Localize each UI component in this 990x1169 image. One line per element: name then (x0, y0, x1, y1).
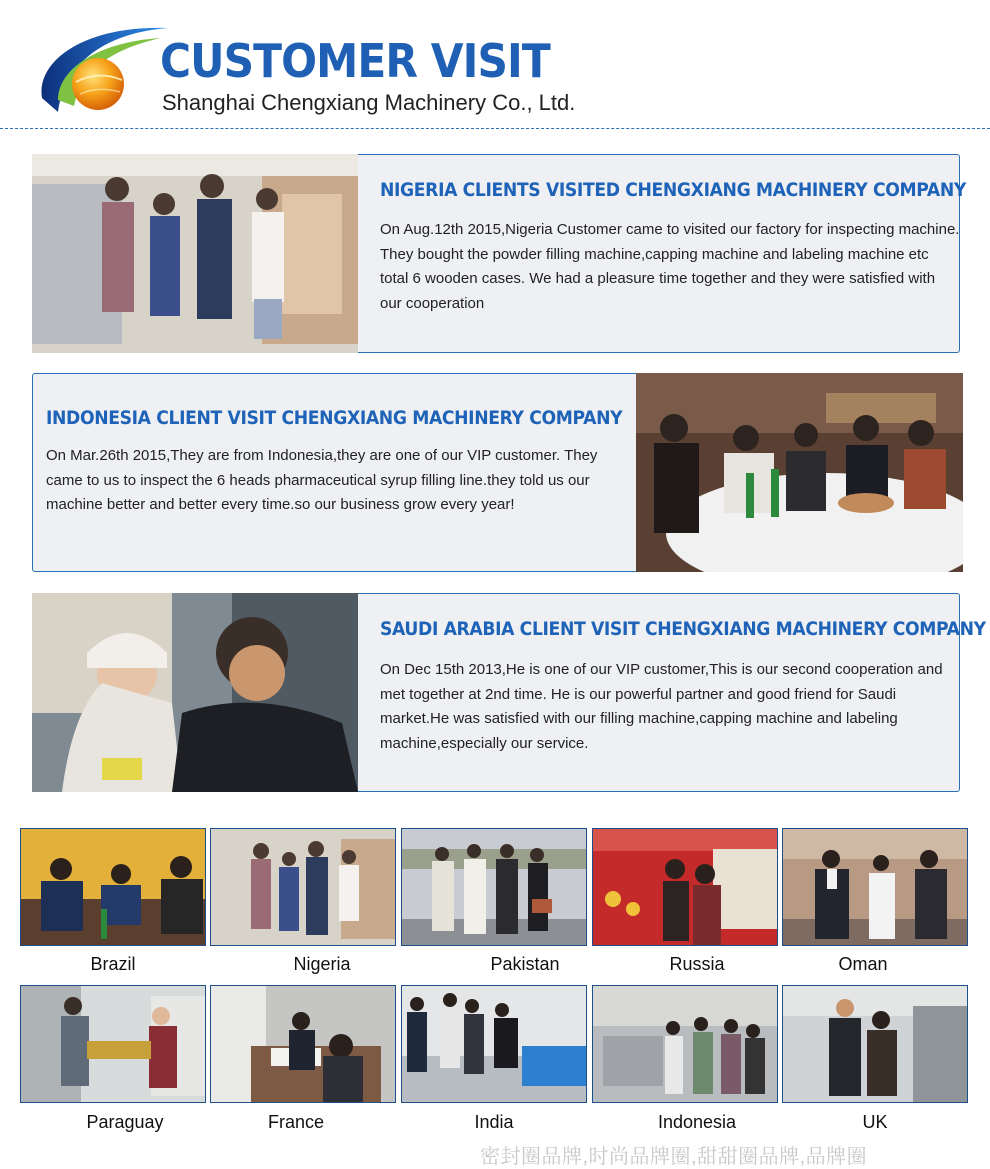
gallery-photo-uk (782, 985, 968, 1103)
company-subtitle: Shanghai Chengxiang Machinery Co., Ltd. (162, 90, 576, 115)
visit-body-saudi-arabia (380, 658, 960, 756)
gallery-caption: Paraguay (86, 1112, 164, 1132)
saudi-arabia-visit-photo (32, 593, 358, 792)
gallery-caption: Indonesia (657, 1112, 737, 1132)
indonesia-visit-photo (636, 373, 963, 572)
watermark-text: 密封圈品牌,时尚品牌圈,甜甜圈品牌,品牌圈 (480, 1146, 868, 1168)
visit-title-nigeria: NIGERIA CLIENTS VISITED CHENGXIANG MACHINERY COMPANY (380, 180, 966, 201)
gallery-photo-france (210, 985, 396, 1103)
gallery-photo-nigeria (210, 828, 396, 946)
gallery-caption: Oman (838, 954, 888, 974)
gallery-photo-brazil (20, 828, 206, 946)
gallery-caption: Pakistan (490, 954, 560, 974)
gallery-photo-pakistan (401, 828, 587, 946)
visit-title-saudi-arabia: SAUDI ARABIA CLIENT VISIT CHENGXIANG MACHINERY COMPANY (380, 619, 986, 640)
visit-paragraph: On Aug.12th 2015,Nigeria Customer came to visited our factory for inspecting machine. (380, 221, 960, 238)
visit-paragraph: On Dec 15th 2013,He is one of our VIP customer,This is our second cooperation and met together at 2nd time. He is our powerful partner and good friend for Saudi market.He was satisfied with our filling machine,capping machine and labeling machine,especially our service. (380, 661, 943, 752)
visit-title-indonesia: INDONESIA CLIENT VISIT CHENGXIANG MACHINERY COMPANY (46, 408, 623, 429)
page-title: CUSTOMER VISIT (160, 34, 550, 88)
gallery-photo-russia (592, 828, 778, 946)
nigeria-visit-photo (32, 154, 358, 353)
gallery-caption: Russia (669, 954, 725, 974)
visit-body-nigeria (380, 218, 960, 316)
header-divider (0, 128, 990, 129)
gallery-photo-oman (782, 828, 968, 946)
visit-paragraph: They bought the powder filling machine,capping machine and labeling machine etc total 6 wooden cases. We had a pleasure time together and they were satisfied with our cooperation (380, 245, 936, 312)
gallery-photo-indonesia (592, 985, 778, 1103)
gallery-caption: Brazil (90, 954, 136, 974)
gallery-caption: India (474, 1112, 514, 1132)
visit-paragraph: On Mar.26th 2015,They are from Indonesia,they are one of our VIP customer. They came to us to inspect the 6 heads pharmaceutical syrup filling line.they told us our machine better and better every time.so our business grow every year! (46, 447, 598, 513)
gallery-caption: UK (862, 1112, 888, 1132)
swoosh-globe-logo-icon (36, 20, 176, 120)
gallery-caption: France (267, 1112, 325, 1132)
gallery-caption: Nigeria (293, 954, 351, 974)
visit-body-indonesia (46, 444, 624, 518)
gallery-photo-india (401, 985, 587, 1103)
gallery-photo-paraguay (20, 985, 206, 1103)
